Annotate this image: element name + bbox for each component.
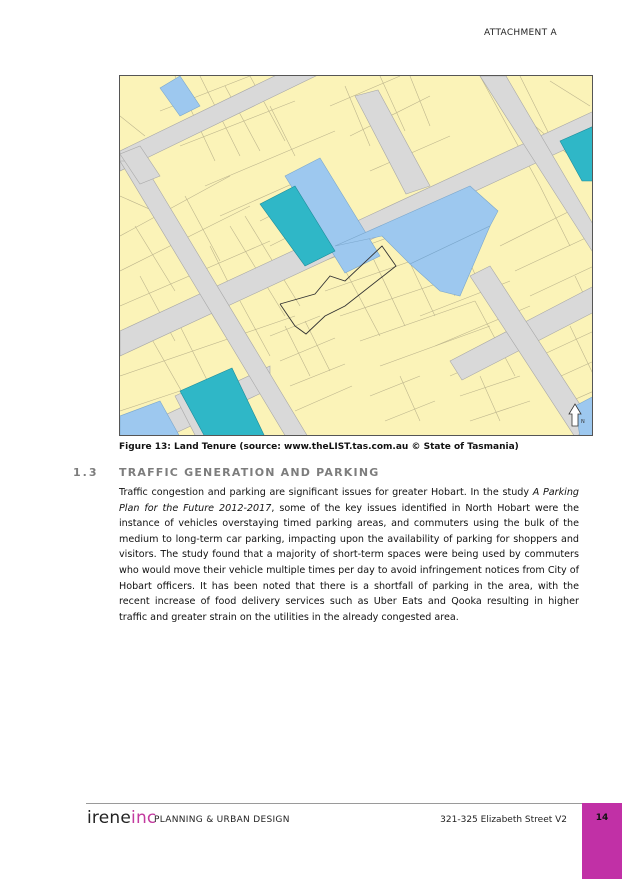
figure-caption: Figure 13: Land Tenure (source: www.theLIST.tas.com.au © State of Tasmania)	[119, 442, 519, 452]
company-logo	[87, 808, 156, 828]
paragraph-start: Traffic congestion and parking are significant issues for greater Hobart. In the study	[119, 487, 533, 498]
north-label: N	[581, 419, 585, 425]
company-tagline: PLANNING & URBAN DESIGN	[154, 815, 290, 825]
attachment-label: ATTACHMENT A	[484, 28, 557, 38]
logo-accent: inc	[131, 808, 157, 828]
logo-main: irene	[87, 808, 132, 828]
land-tenure-map-svg	[120, 76, 593, 436]
study-title: A Parking Plan for the Future 2012-2017	[119, 487, 579, 514]
paragraph-rest: , some of the key issues identified in North Hobart were the instance of vehicles overstaying timed parking areas, and commuters using the bulk of the medium to long-term car parking, impacting upon the availability of parking for shoppers and visitors. The study found that a majority of short-term spaces were being used by commuters who would move their vehicle multiple times per day to avoid infringement notices from City of Hobart officers. It has been noted that there is a shortfall of parking in the area, with the recent increase of food delivery services such as Uber Eats and Qooka resulting in higher traffic and greater strain on the utilities in the already congested area.	[119, 502, 579, 623]
footer-divider	[86, 803, 582, 804]
section-title: TRAFFIC GENERATION AND PARKING	[119, 466, 380, 479]
section-paragraph	[119, 485, 579, 625]
page-number: 14	[595, 813, 609, 823]
document-reference: 321-325 Elizabeth Street V2	[440, 815, 567, 825]
section-number: 1.3	[73, 466, 99, 479]
land-tenure-map	[119, 75, 593, 436]
page-number-box	[582, 803, 622, 879]
